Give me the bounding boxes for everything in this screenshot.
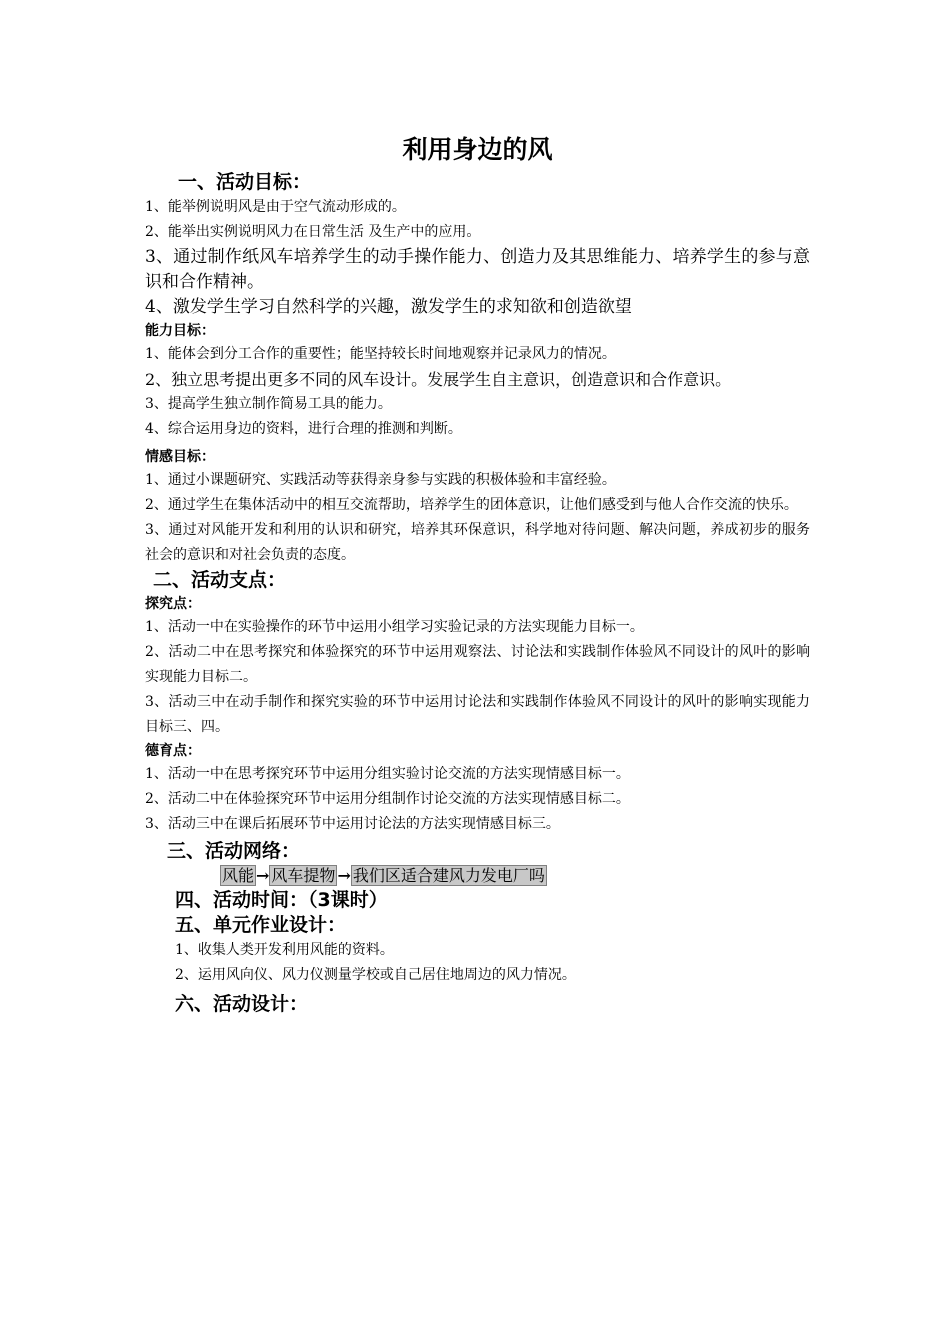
emotion-item-3: 3、通过对风能开发和利用的认识和研究，培养其环保意识，科学地对待问题、解决问题，养成初步的服务社会的意识和对社会负责的态度。 xyxy=(145,522,810,563)
network-node-windmill-lift: 风车提物 xyxy=(271,866,336,885)
section-heading-homework: 五、单元作业设计： xyxy=(175,914,347,936)
network-arrow-icon: → xyxy=(337,866,351,885)
network-arrow-icon: → xyxy=(256,866,270,885)
activity-network xyxy=(145,864,810,888)
subheading-ability: 能力目标： xyxy=(145,323,215,339)
ability-item-3: 3、提高学生独立制作简易工具的能力。 xyxy=(145,396,392,412)
section-heading-network: 三、活动网络： xyxy=(167,840,301,862)
explore-item-1: 1、活动一中在实验操作的环节中运用小组学习实验记录的方法实现能力目标一。 xyxy=(145,619,644,635)
homework-item-1: 1、收集人类开发利用风能的资料。 xyxy=(175,942,394,958)
explore-item-2: 2、活动二中在思考探究和体验探究的环节中运用观察法、讨论法和实践制作体验风不同设计的风叶的影响实现能力目标二。 xyxy=(145,644,810,685)
goal-item-4: 4、激发学生学习自然科学的兴趣，激发学生的求知欲和创造欲望 xyxy=(145,297,632,317)
goal-item-2: 2、能举出实例说明风力在日常生活 及生产中的应用。 xyxy=(145,224,481,240)
homework-item-2: 2、运用风向仪、风力仪测量学校或自己居住地周边的风力情况。 xyxy=(175,967,576,983)
section-heading-time: 四、活动时间：（3课时） xyxy=(175,889,388,911)
section-heading-design: 六、活动设计： xyxy=(175,993,309,1015)
ability-item-1: 1、能体会到分工合作的重要性；能坚持较长时间地观察并记录风力的情况。 xyxy=(145,346,616,362)
section-heading-goals: 一、活动目标： xyxy=(178,171,312,193)
goal-item-1: 1、能举例说明风是由于空气流动形成的。 xyxy=(145,199,406,215)
document-title: 利用身边的风 xyxy=(402,135,553,164)
moral-item-1: 1、活动一中在思考探究环节中运用分组实验讨论交流的方法实现情感目标一。 xyxy=(145,766,630,782)
moral-item-2: 2、活动二中在体验探究环节中运用分组制作讨论交流的方法实现情感目标二。 xyxy=(145,791,630,807)
subheading-explore: 探究点： xyxy=(145,596,201,612)
subheading-emotion: 情感目标： xyxy=(145,449,215,465)
network-node-wind-power-plant: 我们区适合建风力发电厂吗 xyxy=(352,866,545,885)
emotion-item-1: 1、通过小课题研究、实践活动等获得亲身参与实践的积极体验和丰富经验。 xyxy=(145,472,616,488)
moral-item-3: 3、活动三中在课后拓展环节中运用讨论法的方法实现情感目标三。 xyxy=(145,816,560,832)
ability-item-4: 4、综合运用身边的资料，进行合理的推测和判断。 xyxy=(145,421,462,437)
explore-item-3: 3、活动三中在动手制作和探究实验的环节中运用讨论法和实践制作体验风不同设计的风叶的影响实现能力目标三、四。 xyxy=(145,694,810,735)
emotion-item-2: 2、通过学生在集体活动中的相互交流帮助，培养学生的团体意识，让他们感受到与他人合作交流的快乐。 xyxy=(145,497,798,513)
subheading-moral: 德育点： xyxy=(145,743,201,759)
network-node-wind-energy: 风能 xyxy=(222,866,255,885)
document-content xyxy=(145,132,810,1017)
goal-item-3: 3、通过制作纸风车培养学生的动手操作能力、创造力及其思维能力、培养学生的参与意识和合作精神。 xyxy=(145,247,810,292)
ability-item-2: 2、独立思考提出更多不同的风车设计。发展学生自主意识，创造意识和合作意识。 xyxy=(145,370,732,389)
section-heading-support: 二、活动支点： xyxy=(153,569,287,591)
